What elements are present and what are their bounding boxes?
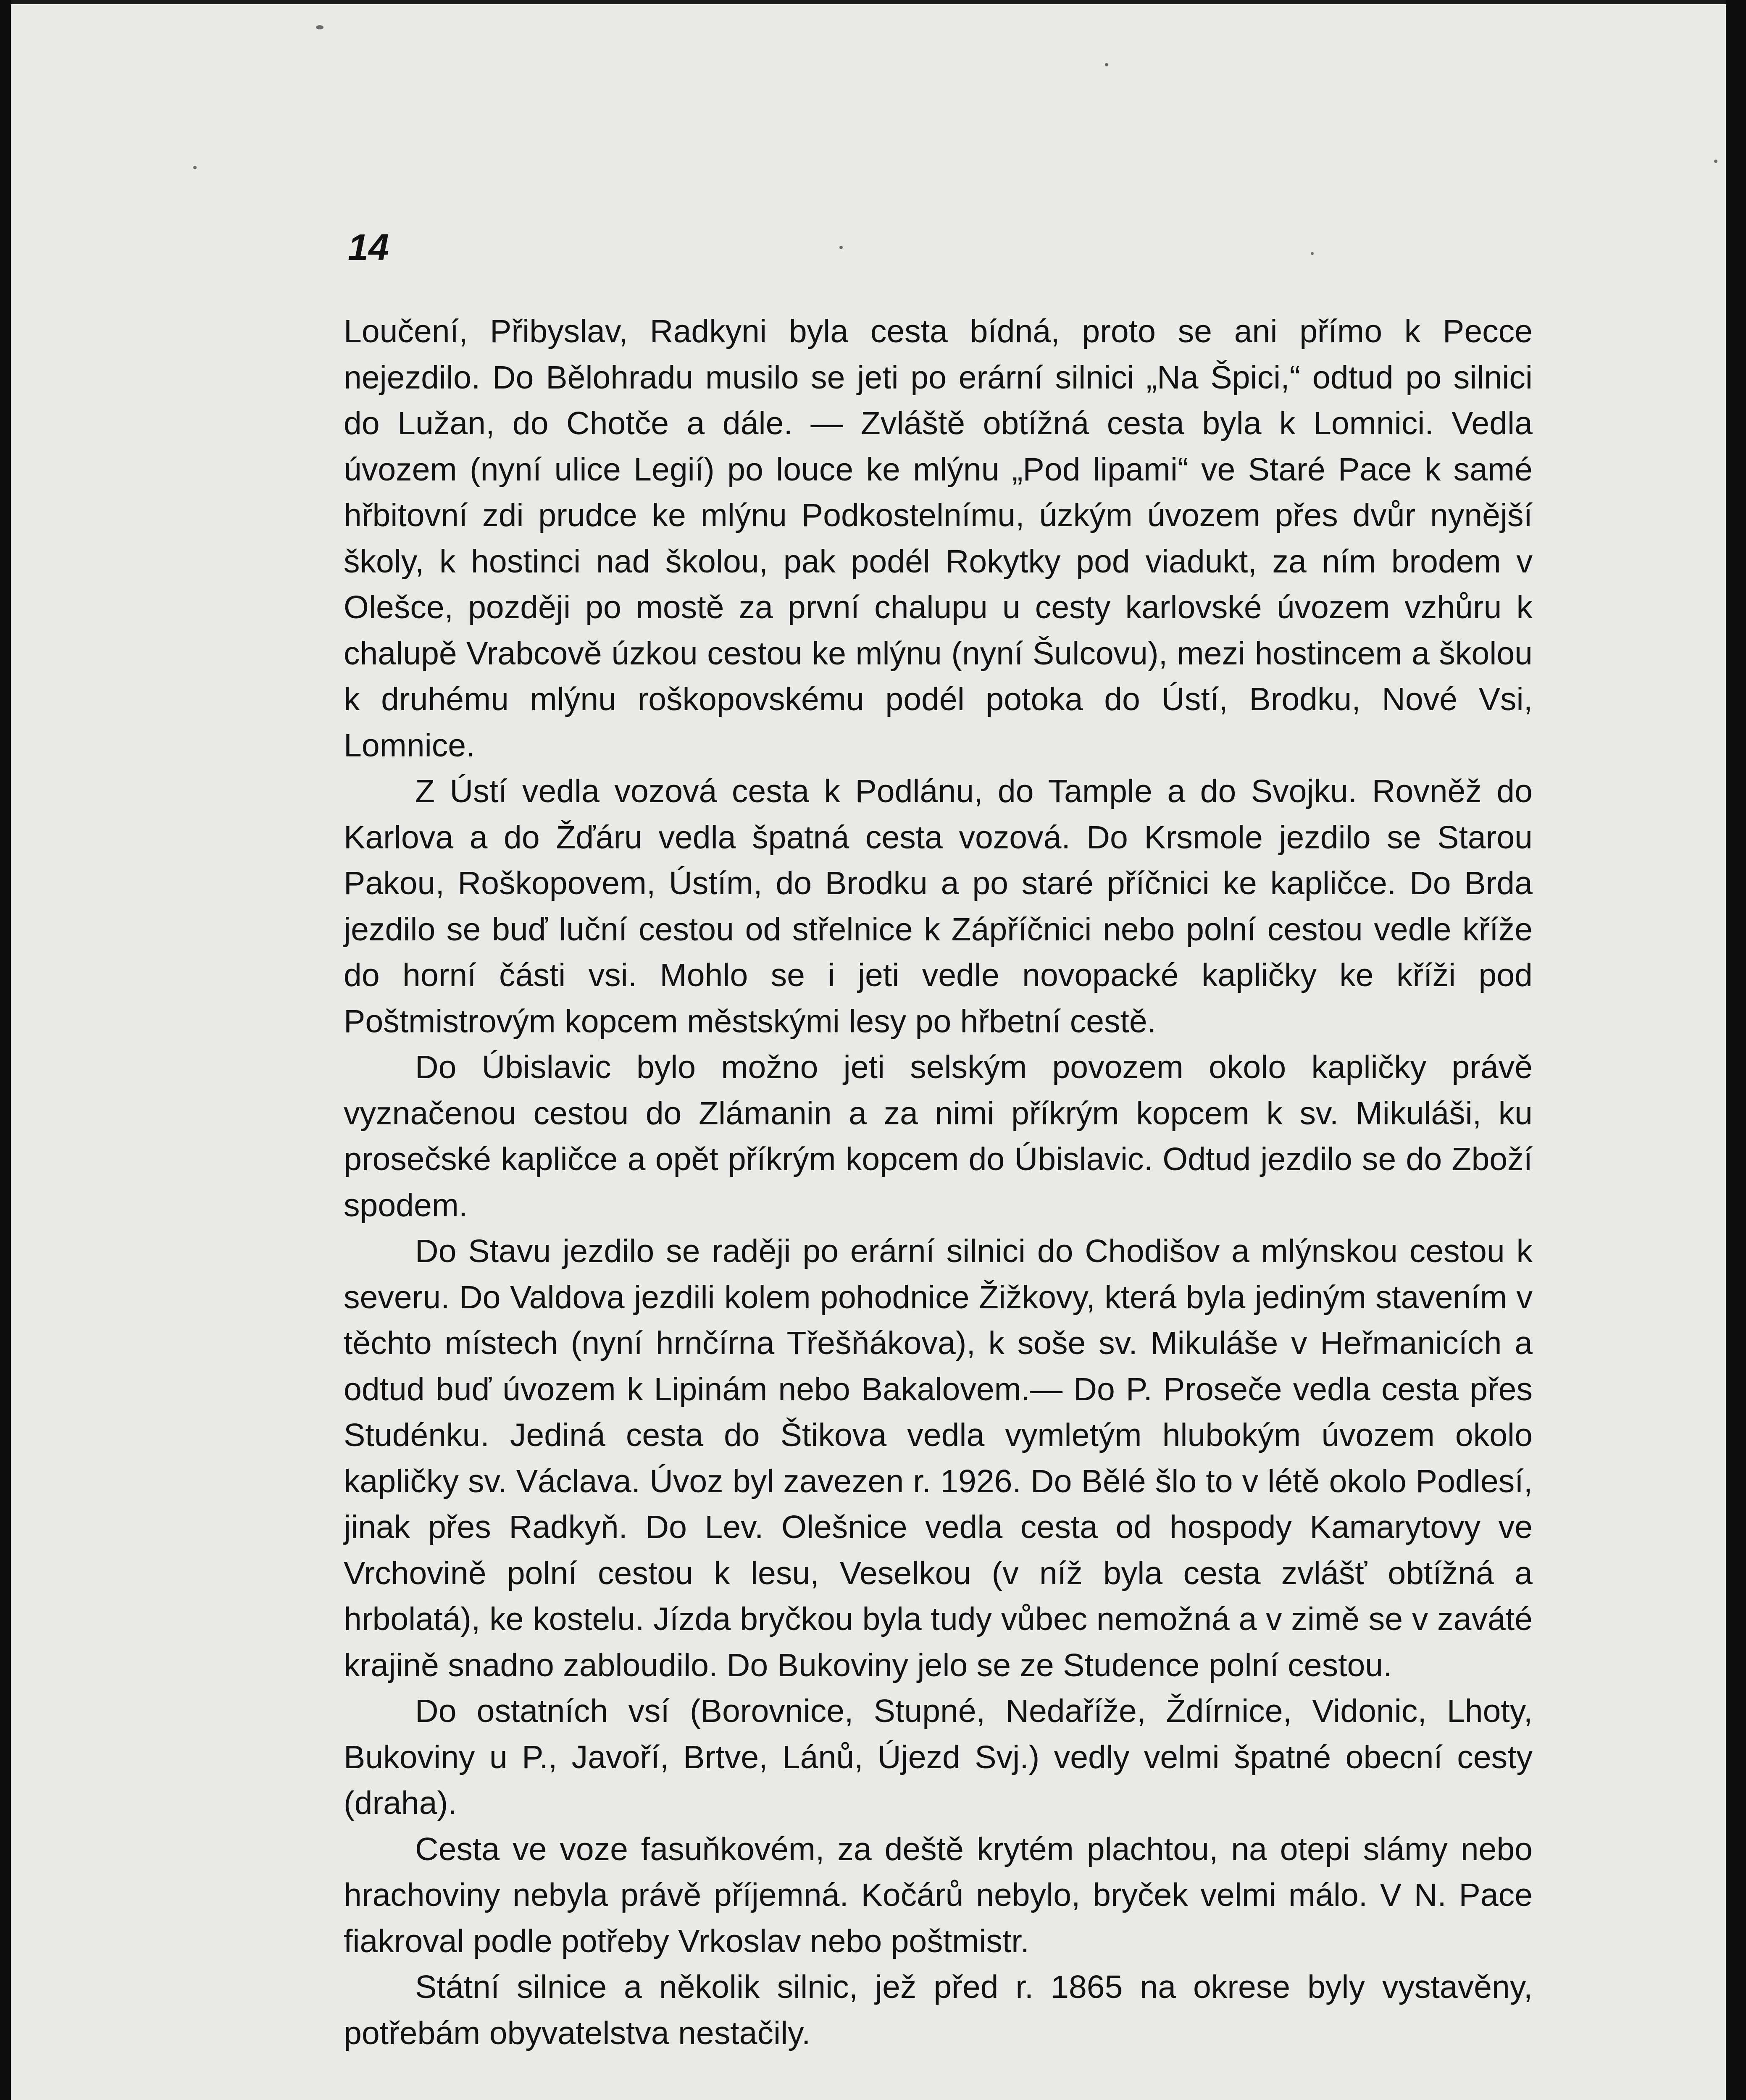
paragraph: Státní silnice a několik silnic, jež před r. 1865 na okrese byly vystavěny, potřebám obyvatelstva nestačily. bbox=[344, 1969, 1533, 2051]
scan-border-left bbox=[0, 0, 11, 2100]
body-text bbox=[344, 309, 1533, 2056]
scan-speck bbox=[1105, 63, 1108, 66]
scan-border-top bbox=[0, 0, 1746, 4]
page-number: 14 bbox=[348, 226, 389, 268]
scan-speck bbox=[316, 25, 323, 29]
scan-border-right bbox=[1726, 0, 1746, 2100]
paragraph: Do Úbislavic bylo možno jeti selským povozem okolo kapličky právě vyznačenou cestou do Zlámanin a za nimi příkrým kopcem k sv. Mikuláši, ku prosečské kapličce a opět příkrým kopcem do Úbislavic. Odtud jezdilo se do Zboží spodem. bbox=[344, 1049, 1533, 1223]
paragraph: Z Ústí vedla vozová cesta k Podlánu, do Tample a do Svojku. Rovněž do Karlova a do Žďáru vedla špatná cesta vozová. Do Krsmole jezdilo se Starou Pakou, Roškopovem, Ústím, do Brodku a po staré příčnici ke kapličce. Do Brda jezdilo se buď luční cestou od střelnice k Zápříčnici nebo polní cestou vedle kříže do horní části vsi. Mohlo se i jeti vedle novopacké kapličky ke kříži pod Poštmistrovým kopcem městskými lesy po hřbetní cestě. bbox=[344, 773, 1533, 1040]
scan-speck bbox=[839, 246, 843, 249]
paragraph: Do ostatních vsí (Borovnice, Stupné, Nedaříže, Ždírnice, Vidonic, Lhoty, Bukoviny u P., Javoří, Brtve, Lánů, Újezd Svj.) vedly velmi špatné obecní cesty (draha). bbox=[344, 1693, 1533, 1821]
paragraph: Do Stavu jezdilo se raději po erární silnici do Chodišov a mlýnskou cestou k severu. Do Valdova jezdili kolem pohodnice Žižkovy, která byla jediným stavením v těchto místech (nyní hrnčírna Třešňákova), k soše sv. Mikuláše v Heřmanicích a odtud buď úvozem k Lipinám nebo Bakalovem.— Do P. Proseče vedla cesta přes Studénku. Jediná cesta do Štikova vedla vymletým hlubokým úvozem okolo kapličky sv. Václava. Úvoz byl zavezen r. 1926. Do Bělé šlo to v létě okolo Podlesí, jinak přes Radkyň. Do Lev. Olešnice vedla cesta od hospody Kamarytovy ve Vrchovině polní cestou k lesu, Veselkou (v níž byla cesta zvlášť obtížná a hrbolatá), ke kostelu. Jízda bryčkou byla tudy vůbec nemožná a v zimě se v zaváté krajině snadno zabloudilo. Do Bukoviny jelo se ze Studence polní cestou. bbox=[344, 1233, 1533, 1683]
scan-speck bbox=[1714, 160, 1717, 163]
paragraph: Loučení, Přibyslav, Radkyni byla cesta bídná, proto se ani přímo k Pecce nejezdilo. Do Bělohradu musilo se jeti po erární silnici „Na Špici,“ odtud po silnici do Lužan, do Chotče a dále. — Zvláště obtížná cesta byla k Lomnici. Vedla úvozem (nyní ulice Legií) po louce ke mlýnu „Pod lipami“ ve Staré Pace k samé hřbitovní zdi prudce ke mlýnu Podkostelnímu, úzkým úvozem přes dvůr nynější školy, k hostinci nad školou, pak podél Rokytky pod viadukt, za ním brodem v Olešce, později po mostě za první chalupu u cesty karlovské úvozem vzhůru k chalupě Vrabcově úzkou cestou ke mlýnu (nyní Šulcovu), mezi hostincem a školou k druhému mlýnu roškopovskému podél potoka do Ústí, Brodku, Nové Vsi, Lomnice. bbox=[344, 313, 1533, 764]
scan-speck bbox=[193, 166, 197, 169]
paragraph: Cesta ve voze fasuňkovém, za deště krytém plachtou, na otepi slámy nebo hrachoviny nebyla právě příjemná. Kočárů nebylo, bryček velmi málo. V N. Pace fiakroval podle potřeby Vrkoslav nebo poštmistr. bbox=[344, 1831, 1533, 1959]
scan-speck bbox=[1311, 252, 1314, 255]
